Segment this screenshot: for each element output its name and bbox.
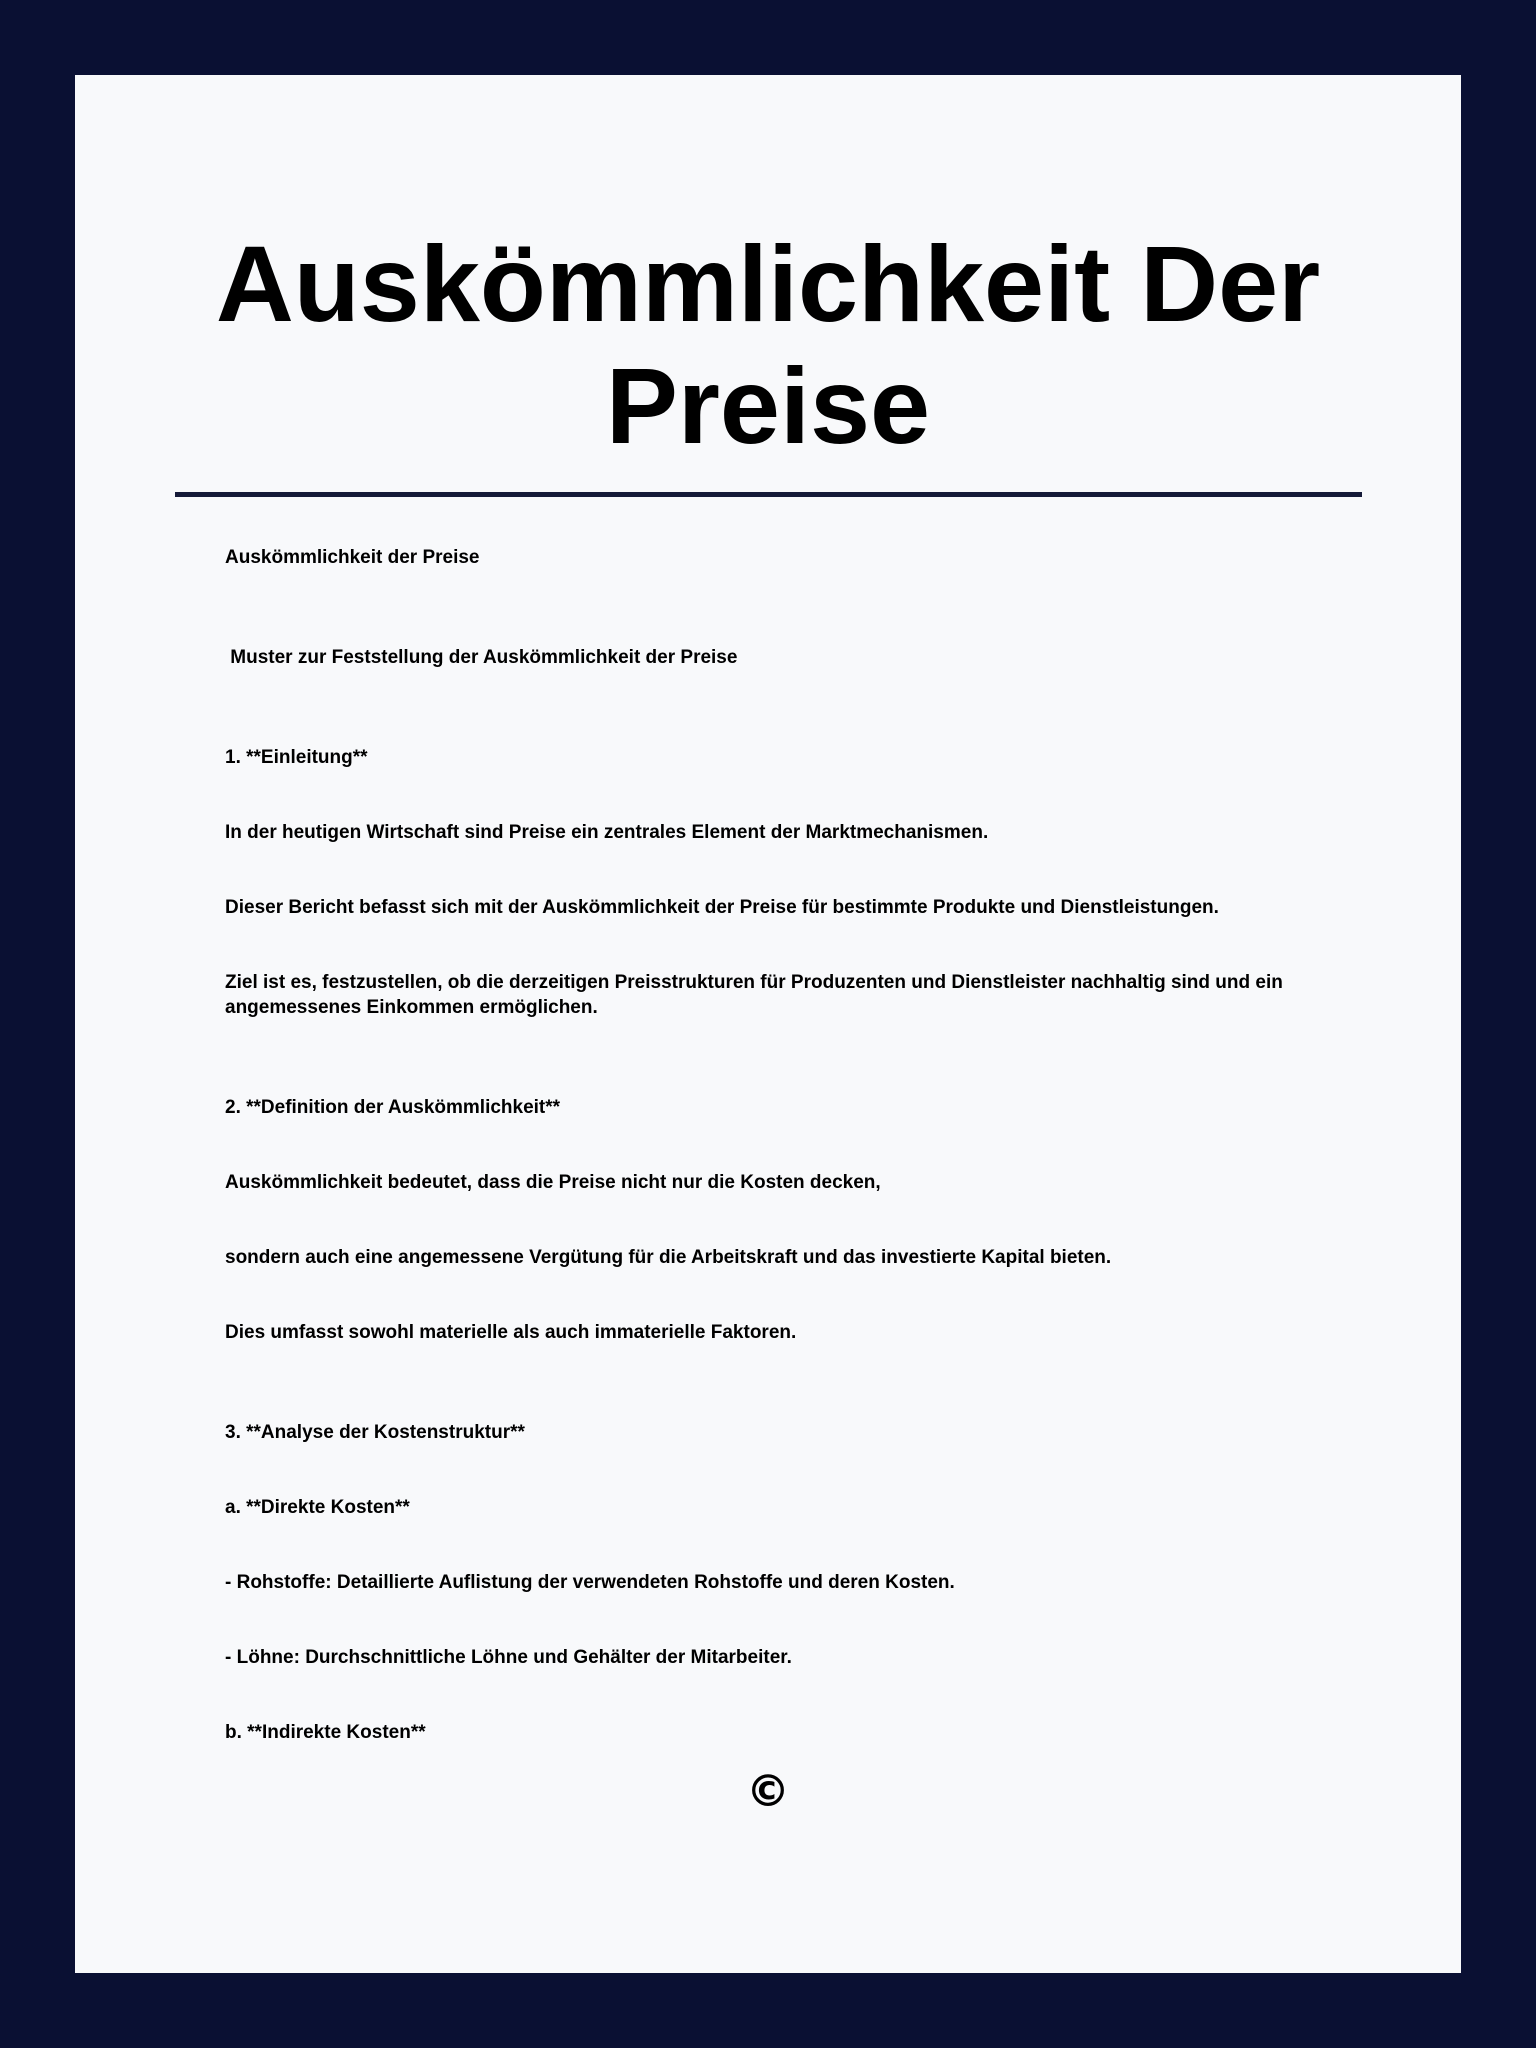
body-line: Dieser Bericht befasst sich mit der Auskömmlichkeit der Preise für bestimmte Produkte und Dienstleistungen.: [225, 897, 1219, 918]
section-heading: 3. **Analyse der Kostenstruktur**: [225, 1422, 525, 1443]
copyright-icon: ©: [746, 1766, 790, 1817]
document-title: Auskömmlichkeit Der Preise: [215, 223, 1321, 466]
body-line: Ziel ist es, festzustellen, ob die derzeitigen Preisstrukturen für Produzenten und Dienstleister nachhaltig sind und ein angemessenes Einkommen ermöglichen.: [225, 972, 1289, 1018]
list-item: - Rohstoffe: Detaillierte Auflistung der verwendeten Rohstoffe und deren Kosten.: [225, 1572, 955, 1593]
list-item: - Löhne: Durchschnittliche Löhne und Gehälter der Mitarbeiter.: [225, 1647, 792, 1668]
body-line: sondern auch eine angemessene Vergütung für die Arbeitskraft und das investierte Kapital bieten.: [225, 1247, 1112, 1268]
body-line: Auskömmlichkeit bedeutet, dass die Preise nicht nur die Kosten decken,: [225, 1172, 881, 1193]
body-line: In der heutigen Wirtschaft sind Preise ein zentrales Element der Marktmechanismen.: [225, 822, 989, 843]
body-line: Auskömmlichkeit der Preise: [225, 547, 480, 568]
section-heading: 1. **Einleitung**: [225, 747, 368, 768]
body-line: Dies umfasst sowohl materielle als auch immaterielle Faktoren.: [225, 1322, 797, 1343]
subsection-heading: a. **Direkte Kosten**: [225, 1497, 410, 1518]
section-heading: 2. **Definition der Auskömmlichkeit**: [225, 1097, 561, 1118]
title-divider: [175, 492, 1362, 497]
document-page: [75, 75, 1461, 1973]
body-line: Muster zur Feststellung der Auskömmlichkeit der Preise: [225, 647, 738, 668]
subsection-heading: b. **Indirekte Kosten**: [225, 1722, 426, 1743]
